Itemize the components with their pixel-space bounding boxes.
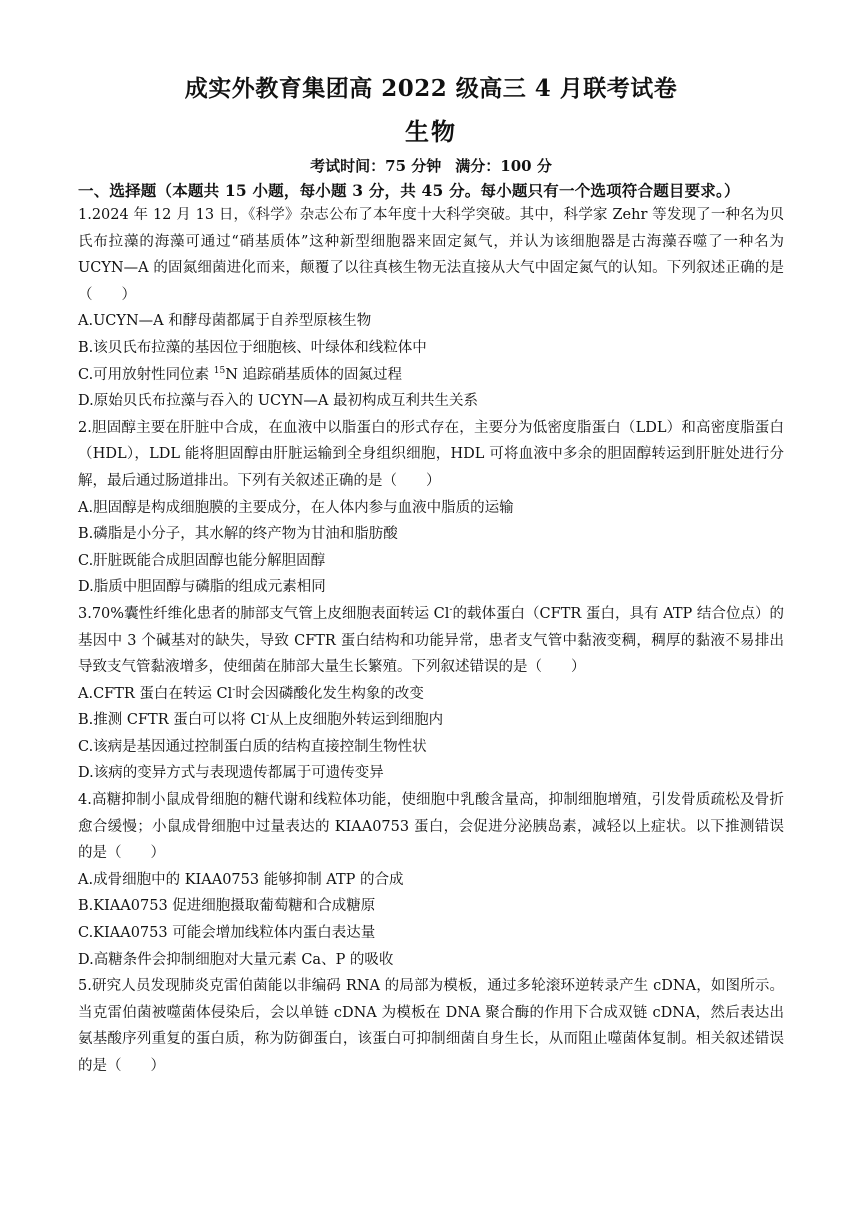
superscript: - xyxy=(449,605,453,616)
option-d: D.脂质中胆固醇与磷脂的组成元素相同 xyxy=(78,579,326,596)
question-stem: 4.高糖抑制小鼠成骨细胞的糖代谢和线粒体功能，使细胞中乳酸含量高，抑制细胞增殖，引发骨质疏松及骨折愈合缓慢；小鼠成骨细胞中过量表达的 KIAA0753 蛋白，会促进分泌胰岛素，减轻以上症状。以下推测错误的是（ ） xyxy=(78,792,784,862)
superscript: - xyxy=(266,711,270,722)
exam-time: 考试时间：75 分钟 xyxy=(310,157,442,175)
stem-text: 3.70%囊性纤维化患者的肺部支气管上皮细胞表面转运 Cl xyxy=(78,605,450,622)
question-4 xyxy=(78,787,784,973)
exam-info xyxy=(78,156,784,176)
exam-title: 成实外教育集团高 2022 级高三 4 月联考试卷 xyxy=(184,75,678,102)
full-score: 满分：100 分 xyxy=(455,157,552,175)
option-a: A.成骨细胞中的 KIAA0753 能够抑制 ATP 的合成 xyxy=(78,871,404,888)
question-3 xyxy=(78,601,784,787)
superscript: 15 xyxy=(213,365,226,376)
option-b xyxy=(78,707,784,734)
question-1 xyxy=(78,202,784,415)
option-text: N 追踪硝基质体的固氮过程 xyxy=(225,366,403,383)
section-heading: 一、选择题（本题共 15 小题，每小题 3 分，共 45 分。每小题只有一个选项符合题目要求。） xyxy=(78,181,740,200)
option-d: D.高糖条件会抑制细胞对大量元素 Ca、P 的吸收 xyxy=(78,951,394,968)
option-c: C.KIAA0753 可能会增加线粒体内蛋白表达量 xyxy=(78,925,376,942)
option-text: A.CFTR 蛋白在转运 Cl xyxy=(78,685,233,702)
question-stem xyxy=(78,601,784,681)
question-stem: 1.2024 年 12 月 13 日，《科学》杂志公布了本年度十大科学突破。其中，科学家 Zehr 等发现了一种名为贝氏布拉藻的海藻可通过“硝基质体”这种新型细胞器来固定氮气，并认为该细胞器是古海藻吞噬了一种名为 UCYN—A 的固氮细菌进化而来，颠覆了以往真核生物无法直接从大气中固定氮气的认知。下列叙述正确的是（ ） xyxy=(78,207,784,303)
option-text: 时会因磷酸化发生构象的改变 xyxy=(235,685,424,702)
subject-title: 生物 xyxy=(405,117,457,146)
stem-text: 的载体蛋白（CFTR 蛋白，具有 ATP 结合位点）的基因中 3 个碱基对的缺失，导致 CFTR 蛋白结构和功能异常，患者支气管中黏液变稠，稠厚的黏液不易排出导致支气管黏液增多，使细菌在肺部大量生长繁殖。下列叙述错误的是（ ） xyxy=(78,605,784,676)
option-a: A.胆固醇是构成细胞膜的主要成分，在人体内参与血液中脂质的运输 xyxy=(78,499,514,516)
option-text: B.推测 CFTR 蛋白可以将 Cl xyxy=(78,712,267,729)
question-2 xyxy=(78,415,784,601)
option-c xyxy=(78,362,784,389)
superscript: - xyxy=(232,684,236,695)
question-stem: 2.胆固醇主要在肝脏中合成，在血液中以脂蛋白的形式存在，主要分为低密度脂蛋白（LDL）和高密度脂蛋白（HDL），LDL 能将胆固醇由肝脏运输到全身组织细胞，HDL 可将血液中多余的胆固醇转运到肝脏处进行分解，最后通过肠道排出。下列有关叙述正确的是（ ） xyxy=(78,419,784,489)
option-text: C.可用放射性同位素 xyxy=(78,366,214,383)
option-b: B.该贝氏布拉藻的基因位于细胞核、叶绿体和线粒体中 xyxy=(78,339,427,356)
option-b: B.磷脂是小分子，其水解的终产物为甘油和脂肪酸 xyxy=(78,526,398,543)
option-c: C.该病是基因通过控制蛋白质的结构直接控制生物性状 xyxy=(78,738,427,755)
question-stem: 5.研究人员发现肺炎克雷伯菌能以非编码 RNA 的局部为模板，通过多轮滚环逆转录产生 cDNA，如图所示。当克雷伯菌被噬菌体侵染后，会以单链 cDNA 为模板在 DNA 聚合酶的作用下合成双链 cDNA，然后表达出氨基酸序列重复的蛋白质，称为防御蛋白，该蛋白可抑制细菌自身生长，从而阻止噬菌体复制。相关叙述错误的是（ ） xyxy=(78,978,784,1074)
option-d: D.原始贝氏布拉藻与吞入的 UCYN—A 最初构成互利共生关系 xyxy=(78,393,478,410)
option-a xyxy=(78,681,784,708)
option-c: C.肝脏既能合成胆固醇也能分解胆固醇 xyxy=(78,552,326,569)
option-text: 从上皮细胞外转运到细胞内 xyxy=(269,712,444,729)
option-b: B.KIAA0753 促进细胞摄取葡萄糖和合成糖原 xyxy=(78,898,376,915)
option-a: A.UCYN—A 和酵母菌都属于自养型原核生物 xyxy=(78,313,372,330)
option-d: D.该病的变异方式与表现遗传都属于可遗传变异 xyxy=(78,765,384,782)
question-5 xyxy=(78,973,784,1079)
